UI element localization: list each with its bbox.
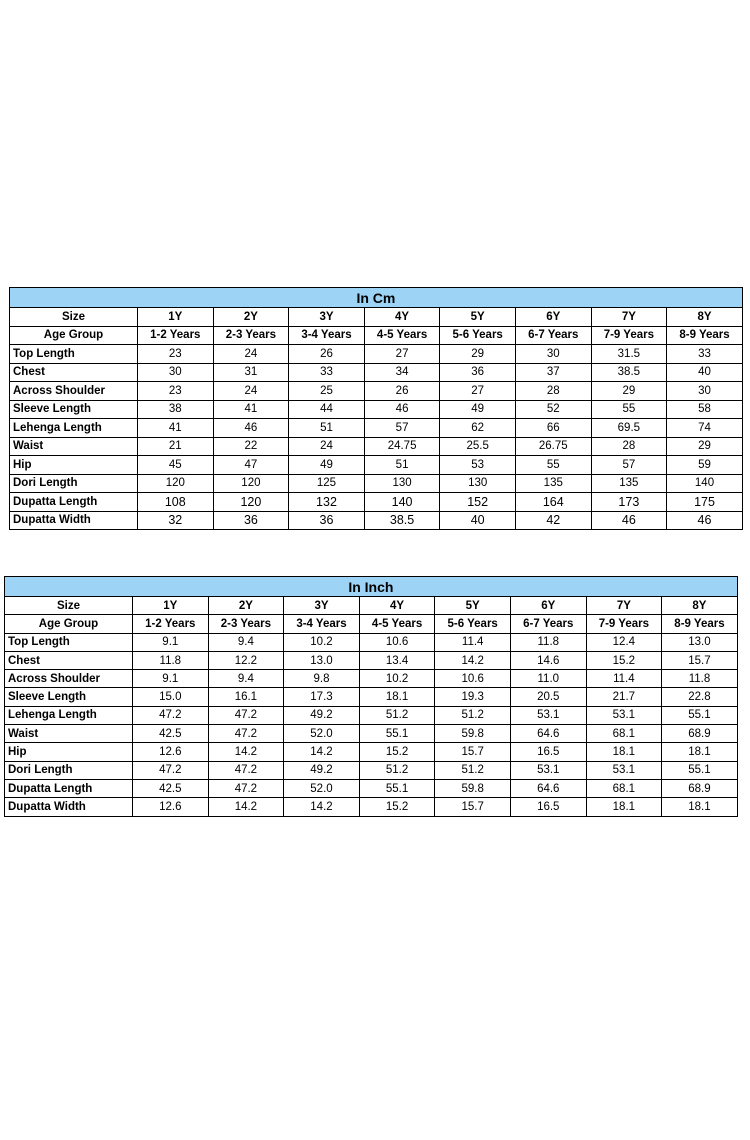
measurement-value: 51.2	[359, 761, 435, 779]
measurement-value: 140	[667, 474, 743, 493]
measurement-value: 27	[440, 382, 516, 401]
measurement-value: 20.5	[510, 688, 586, 706]
measurement-value: 68.9	[662, 779, 738, 797]
table-row	[10, 511, 743, 530]
measurement-value: 55	[591, 400, 667, 419]
measurement-value: 125	[289, 474, 365, 493]
size-header-cell: 3Y	[289, 308, 365, 327]
size-header-cell: 5Y	[440, 308, 516, 327]
measurement-value: 29	[440, 345, 516, 364]
measurement-label: Top Length	[10, 345, 138, 364]
measurement-value: 11.4	[435, 633, 511, 651]
table-row	[10, 382, 743, 401]
table-row	[10, 400, 743, 419]
measurement-value: 52	[515, 400, 591, 419]
measurement-value: 49.2	[284, 761, 360, 779]
measurement-label: Sleeve Length	[5, 688, 133, 706]
age-group-cell: 4-5 Years	[359, 615, 435, 633]
measurement-value: 15.2	[586, 651, 662, 669]
measurement-value: 18.1	[662, 798, 738, 816]
measurement-value: 55.1	[359, 779, 435, 797]
measurement-value: 40	[667, 363, 743, 382]
size-header-cell: 7Y	[591, 308, 667, 327]
measurement-label: Across Shoulder	[10, 382, 138, 401]
measurement-value: 135	[515, 474, 591, 493]
table-row	[5, 761, 738, 779]
table-row	[10, 363, 743, 382]
age-group-label: Age Group	[10, 326, 138, 345]
measurement-value: 59.8	[435, 725, 511, 743]
measurement-label: Lehenga Length	[5, 706, 133, 724]
measurement-value: 68.1	[586, 779, 662, 797]
measurement-value: 58	[667, 400, 743, 419]
measurement-value: 16.1	[208, 688, 284, 706]
measurement-value: 26	[364, 382, 440, 401]
measurement-value: 53	[440, 456, 516, 475]
measurement-value: 16.5	[510, 798, 586, 816]
measurement-value: 57	[591, 456, 667, 475]
measurement-value: 9.4	[208, 670, 284, 688]
age-group-cell: 5-6 Years	[440, 326, 516, 345]
measurement-value: 44	[289, 400, 365, 419]
table-row	[5, 706, 738, 724]
measurement-value: 69.5	[591, 419, 667, 438]
measurement-value: 31	[213, 363, 289, 382]
measurement-value: 57	[364, 419, 440, 438]
measurement-label: Dupatta Length	[10, 493, 138, 512]
measurement-value: 18.1	[359, 688, 435, 706]
measurement-value: 47.2	[208, 761, 284, 779]
measurement-label: Across Shoulder	[5, 670, 133, 688]
measurement-value: 12.6	[133, 743, 209, 761]
measurement-value: 22.8	[662, 688, 738, 706]
measurement-value: 42	[515, 511, 591, 530]
measurement-value: 15.7	[662, 651, 738, 669]
measurement-value: 27	[364, 345, 440, 364]
measurement-value: 120	[213, 493, 289, 512]
measurement-value: 53.1	[510, 761, 586, 779]
measurement-value: 15.0	[133, 688, 209, 706]
measurement-value: 12.2	[208, 651, 284, 669]
measurement-value: 21.7	[586, 688, 662, 706]
measurement-value: 14.2	[284, 798, 360, 816]
measurement-value: 74	[667, 419, 743, 438]
measurement-value: 55.1	[662, 761, 738, 779]
measurement-value: 29	[591, 382, 667, 401]
size-header-cell: 6Y	[510, 597, 586, 615]
measurement-value: 26.75	[515, 437, 591, 456]
measurement-label: Top Length	[5, 633, 133, 651]
measurement-value: 9.8	[284, 670, 360, 688]
measurement-value: 59.8	[435, 779, 511, 797]
table-row	[5, 798, 738, 816]
table-row	[10, 437, 743, 456]
measurement-value: 132	[289, 493, 365, 512]
measurement-value: 11.0	[510, 670, 586, 688]
measurement-value: 47.2	[133, 761, 209, 779]
measurement-value: 55.1	[662, 706, 738, 724]
measurement-value: 15.7	[435, 798, 511, 816]
size-header-row	[10, 308, 743, 327]
measurement-value: 26	[289, 345, 365, 364]
measurement-value: 11.8	[133, 651, 209, 669]
age-group-cell: 1-2 Years	[133, 615, 209, 633]
size-header-cell: 1Y	[133, 597, 209, 615]
measurement-value: 42.5	[133, 725, 209, 743]
measurement-value: 41	[138, 419, 214, 438]
measurement-value: 130	[364, 474, 440, 493]
measurement-value: 31.5	[591, 345, 667, 364]
measurement-value: 9.1	[133, 670, 209, 688]
table-row	[5, 633, 738, 651]
measurement-value: 23	[138, 382, 214, 401]
table-row	[5, 725, 738, 743]
measurement-value: 135	[591, 474, 667, 493]
age-group-cell: 2-3 Years	[208, 615, 284, 633]
table-row	[10, 493, 743, 512]
measurement-value: 14.2	[435, 651, 511, 669]
measurement-value: 23	[138, 345, 214, 364]
size-header-cell: 3Y	[284, 597, 360, 615]
size-header-cell: 4Y	[364, 308, 440, 327]
measurement-value: 68.9	[662, 725, 738, 743]
measurement-value: 120	[213, 474, 289, 493]
measurement-value: 36	[213, 511, 289, 530]
age-group-cell: 8-9 Years	[662, 615, 738, 633]
measurement-value: 47.2	[208, 779, 284, 797]
measurement-value: 51.2	[435, 761, 511, 779]
age-group-cell: 4-5 Years	[364, 326, 440, 345]
measurement-label: Waist	[5, 725, 133, 743]
age-group-cell: 1-2 Years	[138, 326, 214, 345]
measurement-value: 11.8	[662, 670, 738, 688]
measurement-value: 24	[213, 345, 289, 364]
measurement-value: 10.2	[284, 633, 360, 651]
measurement-value: 32	[138, 511, 214, 530]
measurement-value: 47.2	[208, 725, 284, 743]
measurement-value: 46	[591, 511, 667, 530]
measurement-value: 40	[440, 511, 516, 530]
measurement-value: 66	[515, 419, 591, 438]
measurement-value: 51	[364, 456, 440, 475]
measurement-value: 13.4	[359, 651, 435, 669]
table-row	[5, 743, 738, 761]
measurement-value: 14.2	[208, 798, 284, 816]
measurement-value: 49	[440, 400, 516, 419]
measurement-value: 45	[138, 456, 214, 475]
measurement-value: 120	[138, 474, 214, 493]
table-row	[5, 651, 738, 669]
measurement-label: Hip	[5, 743, 133, 761]
measurement-value: 173	[591, 493, 667, 512]
measurement-value: 16.5	[510, 743, 586, 761]
measurement-value: 10.6	[359, 633, 435, 651]
measurement-value: 24	[213, 382, 289, 401]
measurement-value: 152	[440, 493, 516, 512]
measurement-value: 18.1	[586, 743, 662, 761]
measurement-value: 55.1	[359, 725, 435, 743]
measurement-value: 38	[138, 400, 214, 419]
age-group-cell: 3-4 Years	[284, 615, 360, 633]
measurement-value: 130	[440, 474, 516, 493]
measurement-value: 15.7	[435, 743, 511, 761]
measurement-value: 15.2	[359, 798, 435, 816]
measurement-value: 25	[289, 382, 365, 401]
measurement-value: 11.4	[586, 670, 662, 688]
table-row	[5, 670, 738, 688]
measurement-label: Chest	[10, 363, 138, 382]
measurement-value: 68.1	[586, 725, 662, 743]
measurement-value: 47.2	[208, 706, 284, 724]
size-header-cell: 2Y	[213, 308, 289, 327]
measurement-label: Dori Length	[5, 761, 133, 779]
measurement-value: 17.3	[284, 688, 360, 706]
measurement-value: 51.2	[435, 706, 511, 724]
measurement-value: 47	[213, 456, 289, 475]
measurement-value: 14.2	[208, 743, 284, 761]
measurement-value: 51	[289, 419, 365, 438]
measurement-value: 18.1	[586, 798, 662, 816]
measurement-value: 12.6	[133, 798, 209, 816]
measurement-value: 62	[440, 419, 516, 438]
table-row	[5, 688, 738, 706]
measurement-value: 38.5	[364, 511, 440, 530]
measurement-label: Dupatta Width	[10, 511, 138, 530]
measurement-value: 22	[213, 437, 289, 456]
measurement-value: 24.75	[364, 437, 440, 456]
measurement-value: 30	[667, 382, 743, 401]
measurement-value: 64.6	[510, 725, 586, 743]
measurement-value: 9.1	[133, 633, 209, 651]
measurement-value: 34	[364, 363, 440, 382]
measurement-label: Dupatta Width	[5, 798, 133, 816]
measurement-value: 52.0	[284, 779, 360, 797]
measurement-label: Dori Length	[10, 474, 138, 493]
measurement-value: 46	[213, 419, 289, 438]
measurement-value: 59	[667, 456, 743, 475]
measurement-value: 29	[667, 437, 743, 456]
measurement-value: 164	[515, 493, 591, 512]
size-header-cell: 4Y	[359, 597, 435, 615]
size-label: Size	[10, 308, 138, 327]
table-row	[10, 419, 743, 438]
table-title-row	[10, 288, 743, 308]
measurement-value: 28	[591, 437, 667, 456]
measurement-value: 36	[289, 511, 365, 530]
measurement-label: Dupatta Length	[5, 779, 133, 797]
measurement-value: 49.2	[284, 706, 360, 724]
size-chart-cm	[9, 287, 743, 530]
measurement-value: 47.2	[133, 706, 209, 724]
measurement-label: Hip	[10, 456, 138, 475]
measurement-value: 51.2	[359, 706, 435, 724]
measurement-value: 52.0	[284, 725, 360, 743]
measurement-value: 53.1	[586, 761, 662, 779]
measurement-value: 10.2	[359, 670, 435, 688]
age-group-cell: 8-9 Years	[667, 326, 743, 345]
measurement-value: 30	[138, 363, 214, 382]
table-row	[10, 474, 743, 493]
measurement-value: 14.6	[510, 651, 586, 669]
measurement-value: 36	[440, 363, 516, 382]
table-title-row	[5, 577, 738, 597]
measurement-value: 42.5	[133, 779, 209, 797]
measurement-value: 21	[138, 437, 214, 456]
size-header-cell: 7Y	[586, 597, 662, 615]
size-chart-inch	[4, 576, 738, 817]
measurement-value: 46	[364, 400, 440, 419]
measurement-value: 53.1	[586, 706, 662, 724]
size-header-cell: 1Y	[138, 308, 214, 327]
measurement-value: 13.0	[284, 651, 360, 669]
size-header-cell: 2Y	[208, 597, 284, 615]
measurement-value: 64.6	[510, 779, 586, 797]
measurement-value: 28	[515, 382, 591, 401]
measurement-label: Waist	[10, 437, 138, 456]
age-group-cell: 5-6 Years	[435, 615, 511, 633]
size-header-cell: 5Y	[435, 597, 511, 615]
measurement-value: 41	[213, 400, 289, 419]
age-group-label: Age Group	[5, 615, 133, 633]
measurement-value: 140	[364, 493, 440, 512]
measurement-value: 37	[515, 363, 591, 382]
size-label: Size	[5, 597, 133, 615]
size-header-row	[5, 597, 738, 615]
measurement-label: Lehenga Length	[10, 419, 138, 438]
measurement-value: 175	[667, 493, 743, 512]
table-row	[5, 779, 738, 797]
age-group-cell: 3-4 Years	[289, 326, 365, 345]
measurement-label: Sleeve Length	[10, 400, 138, 419]
age-group-row	[5, 615, 738, 633]
age-group-cell: 6-7 Years	[510, 615, 586, 633]
measurement-value: 33	[667, 345, 743, 364]
table-title: In Cm	[10, 288, 743, 308]
age-group-row	[10, 326, 743, 345]
measurement-value: 18.1	[662, 743, 738, 761]
age-group-cell: 6-7 Years	[515, 326, 591, 345]
measurement-value: 12.4	[586, 633, 662, 651]
age-group-cell: 7-9 Years	[591, 326, 667, 345]
age-group-cell: 2-3 Years	[213, 326, 289, 345]
measurement-value: 14.2	[284, 743, 360, 761]
table-title: In Inch	[5, 577, 738, 597]
measurement-value: 49	[289, 456, 365, 475]
measurement-value: 25.5	[440, 437, 516, 456]
measurement-value: 10.6	[435, 670, 511, 688]
measurement-value: 55	[515, 456, 591, 475]
measurement-value: 24	[289, 437, 365, 456]
measurement-value: 53.1	[510, 706, 586, 724]
measurement-value: 19.3	[435, 688, 511, 706]
size-header-cell: 8Y	[667, 308, 743, 327]
measurement-value: 33	[289, 363, 365, 382]
measurement-value: 13.0	[662, 633, 738, 651]
measurement-value: 11.8	[510, 633, 586, 651]
size-header-cell: 6Y	[515, 308, 591, 327]
measurement-label: Chest	[5, 651, 133, 669]
measurement-value: 30	[515, 345, 591, 364]
table-row	[10, 456, 743, 475]
size-header-cell: 8Y	[662, 597, 738, 615]
measurement-value: 9.4	[208, 633, 284, 651]
age-group-cell: 7-9 Years	[586, 615, 662, 633]
table-row	[10, 345, 743, 364]
measurement-value: 46	[667, 511, 743, 530]
measurement-value: 108	[138, 493, 214, 512]
measurement-value: 15.2	[359, 743, 435, 761]
measurement-value: 38.5	[591, 363, 667, 382]
